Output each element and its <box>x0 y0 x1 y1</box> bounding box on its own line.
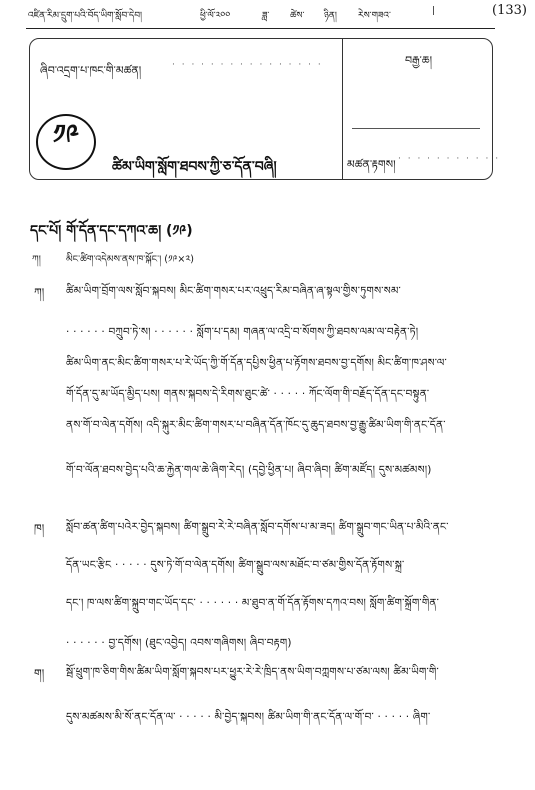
lesson-title: ཚིམ་ཡིག་སློག་ཐབས་ཀྱི་ཅ་དོན་བཞི། <box>112 159 277 175</box>
score-line[interactable] <box>352 128 480 129</box>
score-label: བརྒྱ་ཆ། <box>405 54 433 67</box>
q2-line-3: དང་། ཁ་ལས་ཚིག་སྐྲུབ་གང་ཡོད་དང་ · · · · · · མ་ཐུབ་ན་གོ་དོན་རྟོགས་དཀའ་བས། སློག་ཚིག་སྐྲོག་གིན་ <box>66 597 440 609</box>
signature-label: མཚན་རྟགས། <box>347 158 396 171</box>
header-book-title: འཛིན་རིམ་དྲུག་པའི་བོད་ཡིག་སློབ་དེབ། <box>28 11 142 21</box>
q2-line-1: སློབ་ཚན་ཚིག་པའེར་བྱེད་སྐབས། ཚིག་སྒྲུབ་རེ་རེ་བཞིན་སློབ་དགོས་པ་མ་ཟད། ཚིག་སྒྲུབ་གང་ཡིན་པ་མིའི་ནང་ <box>66 521 449 533</box>
q1-line-4: གོ་དོན་དུ་མ་ཡོད་མྱིད་པས། གནས་སྐབས་དེ་རིགས་ཐུང་ཚེ་ · · · · · ཀོང་ལོག་གི་བརྗོད་དོན་དང་བསྟུན་ <box>66 388 430 400</box>
q3-line-1: སྦོ་ཕྲུག་ཁ་ཅིག་གིས་ཚིམ་ཡིག་སློག་སྐབས་པར་ཕྱུར་རེ་རེ་ཁྲིད་ནས་ཡིག་བཀླགས་པ་ཙམ་ལས། ཚིམ་ཡིག་གི་ <box>66 666 439 678</box>
q2-line-4: · · · · · · བྱ་དགོས། (ཐུང་འབྱེད། འབས་གཞིགས། ཞིབ་བརྟག) <box>66 637 292 649</box>
question-mark-1: ཀ། <box>34 286 45 299</box>
header-weekday: རེས་གཟའ་ <box>358 11 391 21</box>
header-rule <box>26 28 495 29</box>
lesson-number-badge <box>36 114 96 170</box>
page-number: (133) <box>492 3 527 18</box>
q3-line-2: དུས་མཚམས་མི་སོ་ནང་དོན་ལ་ · · · · · མི་བྱེད་སྐབས། ཚིམ་ཡིག་གི་ནང་དོན་ལ་གོ་བ་ · · · · · ཞིག་ <box>66 711 431 723</box>
header-year: ཕྱི་ལོ་༢༠༠ <box>200 11 231 21</box>
q1-line-3: ཚིམ་ཡིག་ནང་མིང་ཚིག་གསར་པ་རེ་ཡོད་ཀྱི་གོ་དོན་དཔྱིས་ཕྱིན་པ་རྟོགས་ཐབས་བྱ་དགོས། མིང་ཚིག་ཁ་ཤས་ལ་ <box>66 357 447 369</box>
q1-line-1: ཚིམ་ཡིག་བྲོག་ལས་སློབ་སྐབས། མིང་ཚིག་གསར་པར་འཕྲུད་རིམ་བཞིན་ཞ་སྟལ་གྱིས་ཏུགས་སམ་ <box>66 285 401 297</box>
header-separator: | <box>432 6 436 16</box>
box-divider <box>342 38 343 180</box>
subsection-mark: ཀ། <box>32 254 41 265</box>
school-name-label: ཞིབ་འདྲག་པ་ཁང་གི་མཚན། <box>40 64 142 77</box>
q2-line-2: དོན་ཡང་རྩིང · · · · · དུས་ཏེ་གོ་བ་ལེན་དགོས། ཚིག་སྒྲུབ་ལས་མཐོང་བ་ཙམ་གྱིས་དོན་རྟོགས་སྐྲ་ <box>66 559 405 571</box>
school-name-blank[interactable]: · · · · · · · · · · · · · · · · <box>172 60 323 70</box>
section-heading: དང་པོ། གོ་དོན་དང་དཀའ་ཆ། (༡༩) <box>30 223 193 239</box>
lesson-number: ༡༩ <box>53 119 79 150</box>
question-mark-3: ག། <box>34 667 45 680</box>
signature-blank[interactable]: · · · · · · · · · · · <box>398 154 501 164</box>
header-month: ཟླ་ <box>262 11 270 21</box>
q1-line-5: ནས་གོ་བ་ལེན་དགོས། འདི་སྐུར་མིང་ཚིག་གསར་པ་བཞིན་དོན་ཁོང་དུ་ཆུད་ཐབས་བྱ་རྒྱུ་ཚིམ་ཡིག་གི་ནང་དོན་ <box>66 419 446 431</box>
header-day: ཚེས་ <box>290 11 305 21</box>
subsection-instruction: མིང་ཚིག་འདེམས་ནས་ཁ་སྐོང་། (༡༩×༢) <box>66 254 194 265</box>
q1-line-2: · · · · · · བཀྲུབ་ཏེ་ས། · · · · · · སློག་པ་དམ། གཞན་ལ་འདྲི་བ་སོགས་ཀྱི་ཐབས་ལམ་ལ་བརྟེན་ཏེ། <box>66 326 419 338</box>
header-date: ཉིན། <box>324 11 337 21</box>
question-mark-2: ཁ། <box>34 522 45 535</box>
q1-line-6: གོ་བ་ལོན་ཐབས་བྱེད་པའི་ཆ་རྐྱེན་གལ་ཆེ་ཞིག་རེད། (དབྱེ་ཕྱིན་པ། ཞིབ་ཞིབ། ཚིག་མཛོད། དུས་མཚམས།) <box>66 464 432 476</box>
